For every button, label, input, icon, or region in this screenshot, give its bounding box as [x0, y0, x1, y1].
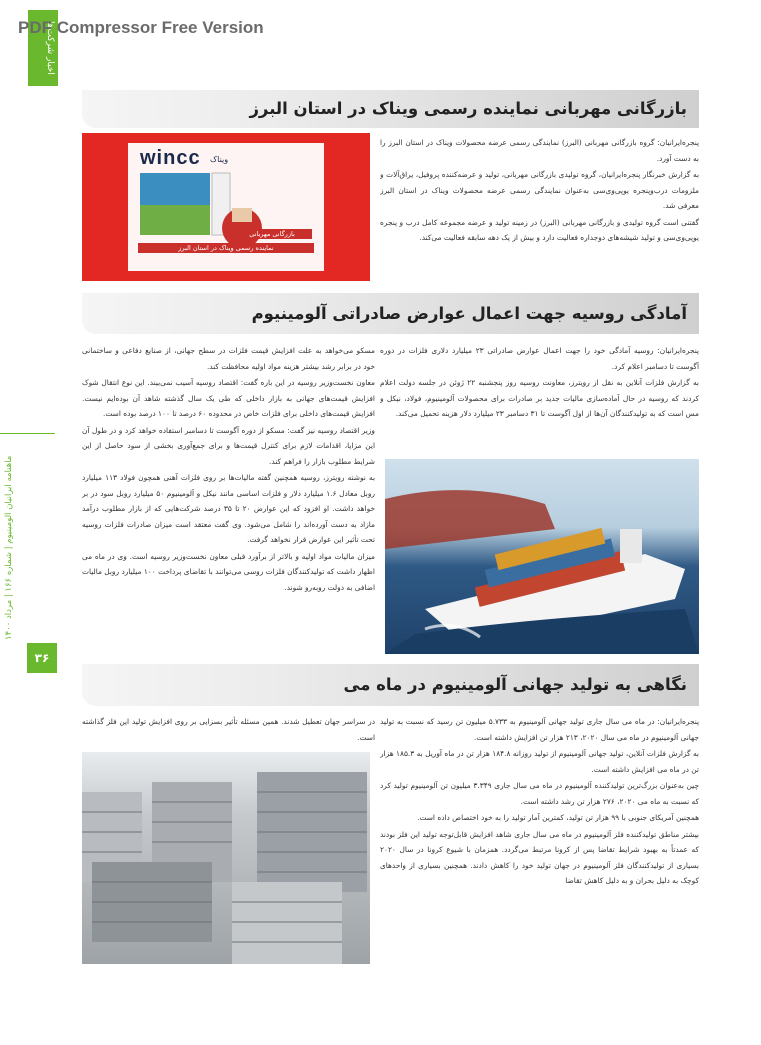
paragraph: مسکو می‌خواهد به علت افزایش قیمت فلزات در سطح جهانی، از صنایع دفاعی و ساختمانی خود در برابر رشد بیشتر هزینه مواد اولیه محافظت کند.	[82, 346, 375, 371]
paragraph: گفتنی است گروه تولیدی و بازرگانی مهربانی (البرز) در زمینه تولید و عرضه مجموعه کامل درب و پنجره یوپی‌وی‌سی و تولید شیشه‌های دوجداره فعالیت دارد و بیش از یک دهه سابقه فعالیت می‌کند.	[380, 217, 699, 242]
paragraph: چین به‌عنوان بزرگ‌ترین تولیدکننده آلومینیوم در ماه می سال جاری ۳.۳۴۹ میلیون تن آلومینیوم تولید کرد که نسبت به ماه می ۲۰۲۰، ۲۷۶ هزار تن رشد داشته است.	[380, 781, 699, 806]
article-1-header	[82, 90, 699, 128]
page-number: ۳۶	[27, 643, 57, 673]
article-3-header	[82, 664, 699, 706]
brand-sub: ویناک	[210, 155, 229, 164]
section-tab-label: اخبار شرکت‌ها	[45, 21, 55, 75]
poster-caption: نماینده رسمی ویناک در استان البرز	[178, 244, 274, 252]
watermark-text: PDF Compressor Free Version	[18, 18, 264, 37]
paragraph: همچنین آمریکای جنوبی با ۹۹ هزار تن تولید، کمترین آمار تولید را به خود اختصاص داده است.	[417, 813, 699, 822]
article-3-body-right	[380, 714, 699, 964]
ship-illustration	[385, 459, 699, 654]
paragraph: به نوشته رویترز، روسیه همچنین گفته مالیات‌ها بر روی فلزات آهنی همچون فولاد ۱۱۳ میلیارد روبل معادل ۱.۶ میلیارد دلار و فلزات اساسی مانند نیکل و آلومینیوم ۵۰ میلیارد روبل سود در بر خواهد داشت. او افزود که این عوارض ۲۰ تا ۳۵ درصد شرکت‌هایی که از بازار مطلوب درآمد مازاد به دست آورده‌اند را شامل می‌شود. وی گفت معتقد است میزان صادرات فلزات روسیه تحت تأثیر این عوارض قرار نخواهد گرفت.	[82, 473, 375, 544]
article-1-body	[380, 135, 699, 283]
aluminium-ingots-image	[82, 752, 370, 964]
issue-info: ماهنامه ایرانیان آلومینیوم | شماره ۱۶۶ | مرداد ۱۴۰۰	[4, 455, 14, 640]
paragraph: به گزارش خبرنگار پنجره‌ایرانیان، گروه تولیدی بازرگانی مهربانی، تولید و عرضه‌کننده پروفیل، یراق‌آلات و ملزومات درب‌وپنجره یوپی‌وی‌سی به‌عنوان نمایندگی رسمی عرضه محصولات ویناک در استان البرز معرفی شد.	[380, 170, 699, 210]
paragraph: پنجره‌ایرانیان: گروه بازرگانی مهربانی (البرز) نمایندگی رسمی عرضه محصولات ویناک در استان البرز را به دست آورد.	[380, 138, 699, 163]
poster-tag: بازرگانی مهربانی	[249, 230, 295, 238]
article-2-title: آمادگی روسیه جهت اعمال عوارض صادراتی آلومینیوم	[251, 304, 687, 323]
paragraph: به گزارش فلزات آنلاین، تولید جهانی آلومینیوم از تولید روزانه ۱۸۴.۸ هزار تن در ماه آوریل به ۱۸۵.۳ هزار تن در ماه می افزایش داشته است.	[380, 749, 699, 774]
ingot-stacks-illustration	[82, 752, 370, 964]
paragraph: وزیر اقتصاد روسیه نیز گفت: مسکو از دوره آگوست تا دسامبر استفاده خواهد کرد و در طول آن این مزایا، اقدامات لازم برای کنترل قیمت‌ها و برای جمع‌آوری بخشی از سود حاصل از این شرایط مطلوب بازار را فراهم کند.	[82, 425, 375, 466]
container-ship-image	[385, 459, 699, 654]
paragraph: به گزارش فلزات آنلاین به نقل از رویترز، معاونت روسیه روز پنجشنبه ۲۲ ژوئن در جلسه دولت اعلام کردند که روسیه در حال آماده‌سازی مالیات جدید بر صادرات برای محصولات آلومینیوم، فولاد، نیکل و مس است که به تولیدکنندگان آن‌ها از اول آگوست تا ۳۱ دسامبر ۲۳ میلیارد دلار هزینه تحمیل می‌کند.	[380, 378, 699, 418]
brand-logo: wincc	[140, 147, 201, 169]
article-2-body-left	[82, 343, 375, 655]
article-1-image	[82, 133, 370, 281]
article-3-body-left	[82, 714, 375, 746]
paragraph: پنجره‌ایرانیان: در ماه می سال جاری تولید جهانی آلومینیوم به ۵.۷۳۳ میلیون تن رسید که نسبت به تولید جهانی آلومینیوم در ماه می سال ۲۰۲۰، ۲۱۳ هزار تن افزایش داشته است.	[380, 717, 699, 742]
article-3-title: نگاهی به تولید جهانی آلومینیوم در ماه می	[343, 675, 687, 694]
paragraph: پنجره‌ایرانیان: روسیه آمادگی خود را جهت اعمال عوارض صادراتی ۲۳ میلیارد دلاری فلزات در دوره آگوست تا دسامبر اعلام کرد.	[380, 346, 699, 371]
paragraph: معاون نخست‌وزیر روسیه در این باره گفت: اقتصاد روسیه آسیب نمی‌بیند. این نوع انتقال شوک افزایش قیمت‌های جهانی به بازار داخلی که طی یک سال گذشته شاهد آن بوده‌ایم نیست. افزایش قیمت‌های داخلی برای فلزات خاص در محدوده ۶۰ درصد تا ۱۰۰ درصد بوده است.	[82, 378, 375, 418]
side-divider	[0, 433, 55, 434]
article-2-body-right	[380, 343, 699, 449]
paragraph: میزان مالیات مواد اولیه و بالاتر از برآورد قبلی معاون نخست‌وزیر روسیه است. وی در ماه می اظهار داشت که تولیدکنندگان فلزات روسی می‌توانند با تقاضای پرداخت ۱۰۰ میلیارد روبل مالیات اضافی به دولت روبه‌رو شوند.	[82, 551, 375, 592]
article-1-title: بازرگانی مهربانی نماینده رسمی ویناک در استان البرز	[249, 99, 687, 118]
paragraph: بیشتر مناطق تولیدکننده فلز آلومینیوم در ماه می سال جاری شاهد افزایش قابل‌توجه تولید این فلز بودند که عمدتاً به بهبود شرایط تقاضا پس از کرونا مرتبط می‌گردد. همزمان با شیوع کرونا در سال ۲۰۲۰ بسیاری از تولیدکنندگان فلز آلومینیوم در جهان تولید خود را کاهش دادند. همچنین بسیاری از واحدهای کوچک به دلیل بحران و به دلیل کاهش تقاضا	[380, 829, 699, 885]
article-2-header	[82, 293, 699, 334]
paragraph: در سراسر جهان تعطیل شدند. همین مسئله تأثیر بسزایی بر روی افزایش تولید این فلز گذاشته است.	[82, 717, 375, 742]
